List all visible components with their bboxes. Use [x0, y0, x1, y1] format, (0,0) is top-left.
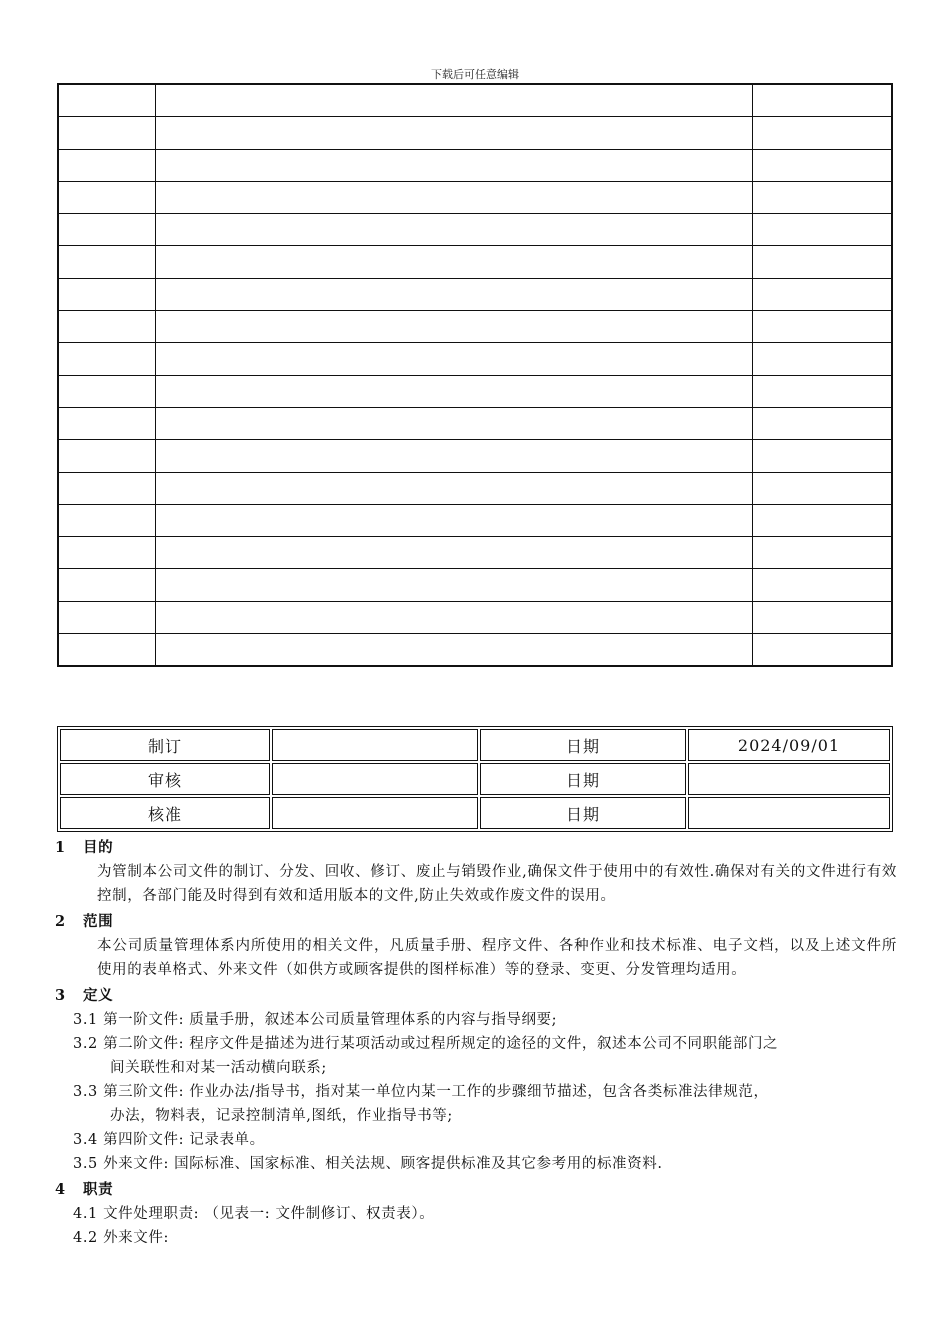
section-number: 2	[55, 913, 66, 930]
revision-cell	[58, 569, 156, 601]
section-heading	[55, 984, 897, 1008]
revision-cell	[58, 472, 156, 504]
revision-cell	[753, 214, 893, 246]
definition-item-continued: 间关联性和对某一活动横向联系;	[110, 1060, 327, 1076]
revision-cell	[58, 246, 156, 278]
revision-cell	[58, 407, 156, 439]
revision-cell	[58, 278, 156, 310]
signer-cell	[272, 729, 478, 761]
role-label: 审核	[60, 763, 270, 795]
revision-cell	[156, 472, 753, 504]
revision-row	[58, 504, 892, 536]
revision-cell	[753, 311, 893, 343]
revision-cell	[58, 601, 156, 633]
revision-cell	[156, 601, 753, 633]
revision-cell	[156, 634, 753, 667]
revision-cell	[156, 311, 753, 343]
section-title: 定义	[83, 987, 114, 1004]
revision-cell	[156, 84, 753, 117]
responsibility-item: 4.1 文件处理职责: （见表一: 文件制修订、权责表）。	[73, 1206, 435, 1222]
section-title: 目的	[83, 839, 114, 856]
approval-table	[57, 726, 893, 832]
approval-row-reviewed	[60, 763, 890, 795]
revision-cell	[753, 278, 893, 310]
revision-row	[58, 537, 892, 569]
date-label: 日期	[480, 729, 686, 761]
revision-row	[58, 84, 892, 117]
section-heading	[55, 1178, 897, 1202]
definition-item: 3.2 第二阶文件: 程序文件是描述为进行某项活动或过程所规定的途径的文件，叙述本公司不同职能部门之	[73, 1036, 779, 1052]
revision-cell	[753, 375, 893, 407]
revision-cell	[753, 117, 893, 149]
revision-cell	[156, 181, 753, 213]
section-title: 职责	[83, 1181, 114, 1198]
section-number: 3	[55, 987, 66, 1004]
revision-cell	[58, 117, 156, 149]
revision-row	[58, 117, 892, 149]
revision-cell	[753, 634, 893, 667]
revision-cell	[753, 504, 893, 536]
revision-row	[58, 472, 892, 504]
revision-cell	[156, 440, 753, 472]
revision-cell	[58, 181, 156, 213]
approval-row-drafted	[60, 729, 890, 761]
signer-cell	[272, 797, 478, 829]
revision-cell	[753, 569, 893, 601]
revision-cell	[58, 440, 156, 472]
revision-cell	[58, 311, 156, 343]
date-value	[688, 763, 890, 795]
signer-cell	[272, 763, 478, 795]
revision-cell	[156, 375, 753, 407]
role-label: 核准	[60, 797, 270, 829]
revision-cell	[156, 407, 753, 439]
date-value: 2024/09/01	[688, 729, 890, 761]
definition-item: 3.5 外来文件: 国际标准、国家标准、相关法规、顾客提供标准及其它参考用的标准资料.	[73, 1156, 663, 1172]
responsibility-item: 4.2 外来文件:	[73, 1230, 169, 1246]
definition-item: 3.1 第一阶文件: 质量手册，叙述本公司质量管理体系的内容与指导纲要;	[73, 1012, 558, 1028]
revision-cell	[753, 601, 893, 633]
revision-cell	[753, 440, 893, 472]
page-header-note: 下载后可任意编辑	[431, 68, 519, 81]
revision-cell	[58, 214, 156, 246]
date-label: 日期	[480, 797, 686, 829]
revision-row	[58, 246, 892, 278]
revision-row	[58, 407, 892, 439]
revision-row	[58, 311, 892, 343]
section-text: 本公司质量管理体系内所使用的相关文件，凡质量手册、程序文件、各种作业和技术标准、电子文档，以及上述文件所使用的表单格式、外来文件（如供方或顾客提供的图样标准）等的登录、变更、分发管理均适用。	[97, 938, 897, 978]
revision-cell	[58, 375, 156, 407]
revision-cell	[156, 569, 753, 601]
document-body	[55, 836, 897, 1250]
approval-row-approved	[60, 797, 890, 829]
revision-cell	[753, 181, 893, 213]
revision-cell	[58, 537, 156, 569]
section-heading	[55, 910, 897, 934]
section-number: 4	[55, 1181, 66, 1198]
revision-cell	[753, 537, 893, 569]
revision-cell	[58, 343, 156, 375]
revision-row	[58, 278, 892, 310]
definition-item: 3.3 第三阶文件: 作业办法/指导书，指对某一单位内某一工作的步骤细节描述，包含各类标准法律规范，	[73, 1084, 769, 1100]
date-label: 日期	[480, 763, 686, 795]
section-text: 为管制本公司文件的制订、分发、回收、修订、废止与销毁作业,确保文件于使用中的有效性.确保对有关的文件进行有效控制，各部门能及时得到有效和适用版本的文件,防止失效或作废文件的误用。	[97, 864, 897, 904]
revision-row	[58, 601, 892, 633]
definition-item: 3.4 第四阶文件: 记录表单。	[73, 1132, 265, 1148]
revision-table	[57, 83, 893, 667]
revision-cell	[58, 634, 156, 667]
revision-cell	[156, 278, 753, 310]
revision-cell	[753, 407, 893, 439]
definition-item-continued: 办法，物料表，记录控制清单,图纸，作业指导书等;	[110, 1108, 453, 1124]
revision-cell	[58, 504, 156, 536]
revision-row	[58, 634, 892, 667]
revision-cell	[753, 343, 893, 375]
revision-cell	[58, 149, 156, 181]
revision-row	[58, 214, 892, 246]
revision-row	[58, 181, 892, 213]
revision-cell	[156, 149, 753, 181]
revision-cell	[156, 117, 753, 149]
revision-row	[58, 375, 892, 407]
revision-row	[58, 149, 892, 181]
section-heading	[55, 836, 897, 860]
section-title: 范围	[83, 913, 114, 930]
revision-cell	[156, 246, 753, 278]
section-number: 1	[55, 839, 66, 856]
revision-cell	[753, 149, 893, 181]
revision-cell	[753, 246, 893, 278]
revision-cell	[753, 472, 893, 504]
role-label: 制订	[60, 729, 270, 761]
revision-row	[58, 569, 892, 601]
date-value	[688, 797, 890, 829]
revision-cell	[753, 84, 893, 117]
revision-cell	[58, 84, 156, 117]
revision-cell	[156, 537, 753, 569]
revision-cell	[156, 343, 753, 375]
revision-cell	[156, 504, 753, 536]
revision-row	[58, 343, 892, 375]
revision-row	[58, 440, 892, 472]
revision-cell	[156, 214, 753, 246]
